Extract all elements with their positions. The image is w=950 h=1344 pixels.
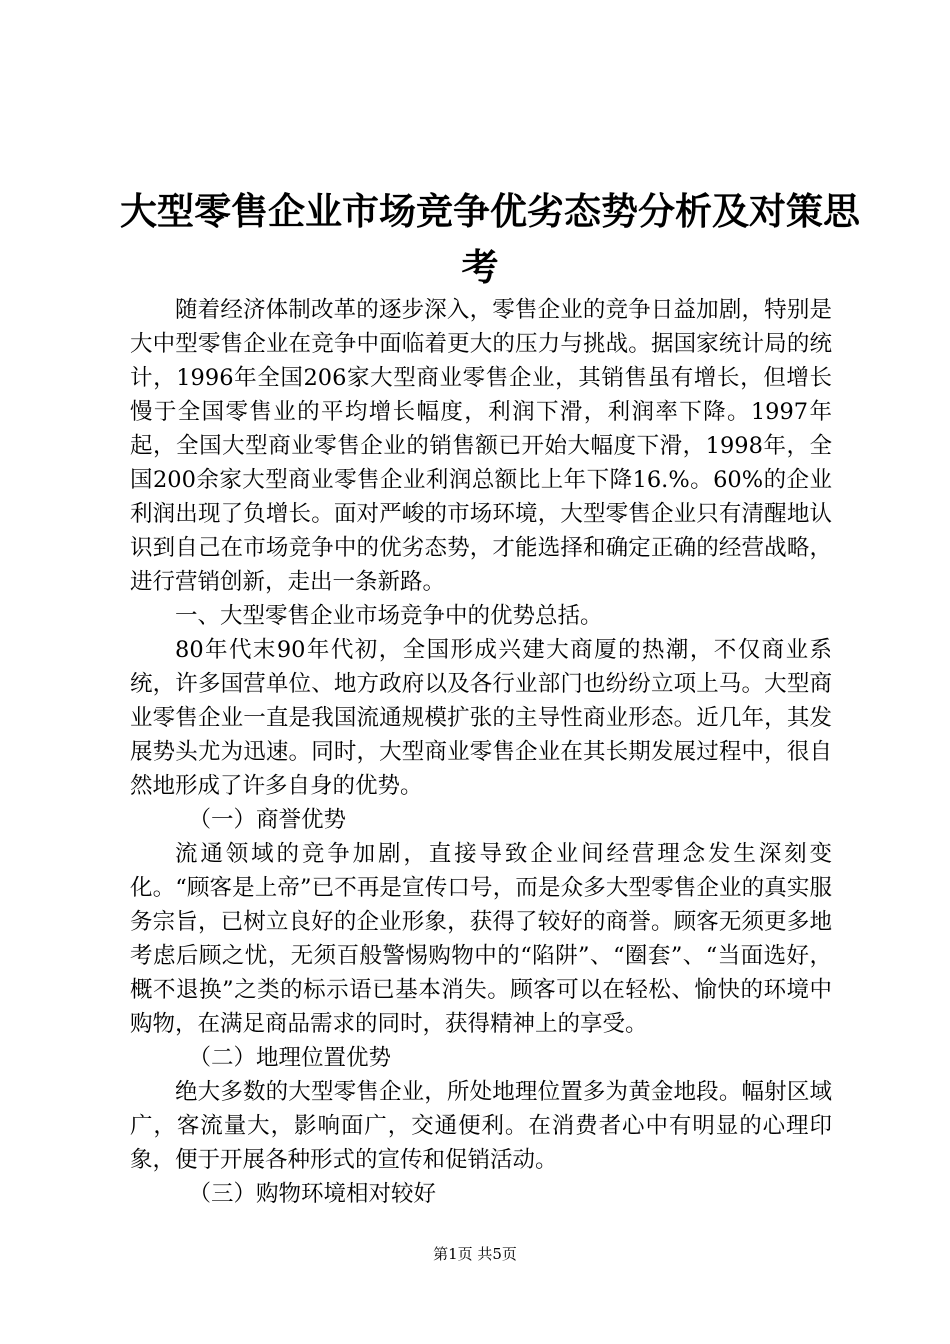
- subsection-heading-environment: （三）购物环境相对较好: [188, 1181, 437, 1207]
- body-paragraph: 绝大多数的大型零售企业，所处地理位置多为黄金地段。幅射区域广，客流量大，影响面广，交通便利。在消费者心中有明显的心理印象，便于开展各种形式的宣传和促销活动。: [130, 1079, 832, 1173]
- document-body: [130, 293, 832, 1211]
- document-title-line-1: 大型零售企业市场竞争优劣态势分析及对策思: [120, 190, 860, 233]
- body-paragraph: 80年代末90年代初，全国形成兴建大商厦的热潮，不仅商业系统，许多国营单位、地方政府以及各行业部门也纷纷立项上马。大型商业零售企业一直是我国流通规模扩张的主导性商业形态。近几年，其发展势头尤为迅速。同时，大型商业零售企业在其长期发展过程中，很自然地形成了许多自身的优势。: [130, 637, 832, 799]
- page-number-footer: 第1页 共5页: [433, 1245, 517, 1263]
- section-heading-advantages: 一、大型零售企业市场竞争中的优势总括。: [175, 603, 603, 629]
- subsection-heading-location: （二）地理位置优势: [188, 1045, 392, 1071]
- subsection-heading-reputation: （一）商誉优势: [188, 807, 347, 833]
- body-paragraph: 流通领域的竞争加剧，直接导致企业间经营理念发生深刻变化。“顾客是上帝”已不再是宣传口号，而是众多大型零售企业的真实服务宗旨，已树立良好的企业形象，获得了较好的商誉。顾客无须更多地考虑后顾之忧，无须百般警惕购物中的“陷阱”、“圈套”、“当面选好，概不退换”之类的标示语已基本消失。顾客可以在轻松、愉快的环境中购物，在满足商品需求的同时，获得精神上的享受。: [130, 841, 832, 1037]
- document-title-line-2: 考: [461, 246, 499, 289]
- intro-paragraph: 随着经济体制改革的逐步深入，零售企业的竞争日益加剧，特别是大中型零售企业在竞争中面临着更大的压力与挑战。据国家统计局的统计，1996年全国206家大型商业零售企业，其销售虽有增长，但增长慢于全国零售业的平均增长幅度，利润下滑，利润率下降。1997年起，全国大型商业零售企业的销售额已开始大幅度下滑，1998年，全国200余家大型商业零售企业利润总额比上年下降16.%。60%的企业利润出现了负增长。面对严峻的市场环境，大型零售企业只有清醒地认识到自己在市场竞争中的优劣态势，才能选择和确定正确的经营战略，进行营销创新，走出一条新路。: [130, 297, 832, 595]
